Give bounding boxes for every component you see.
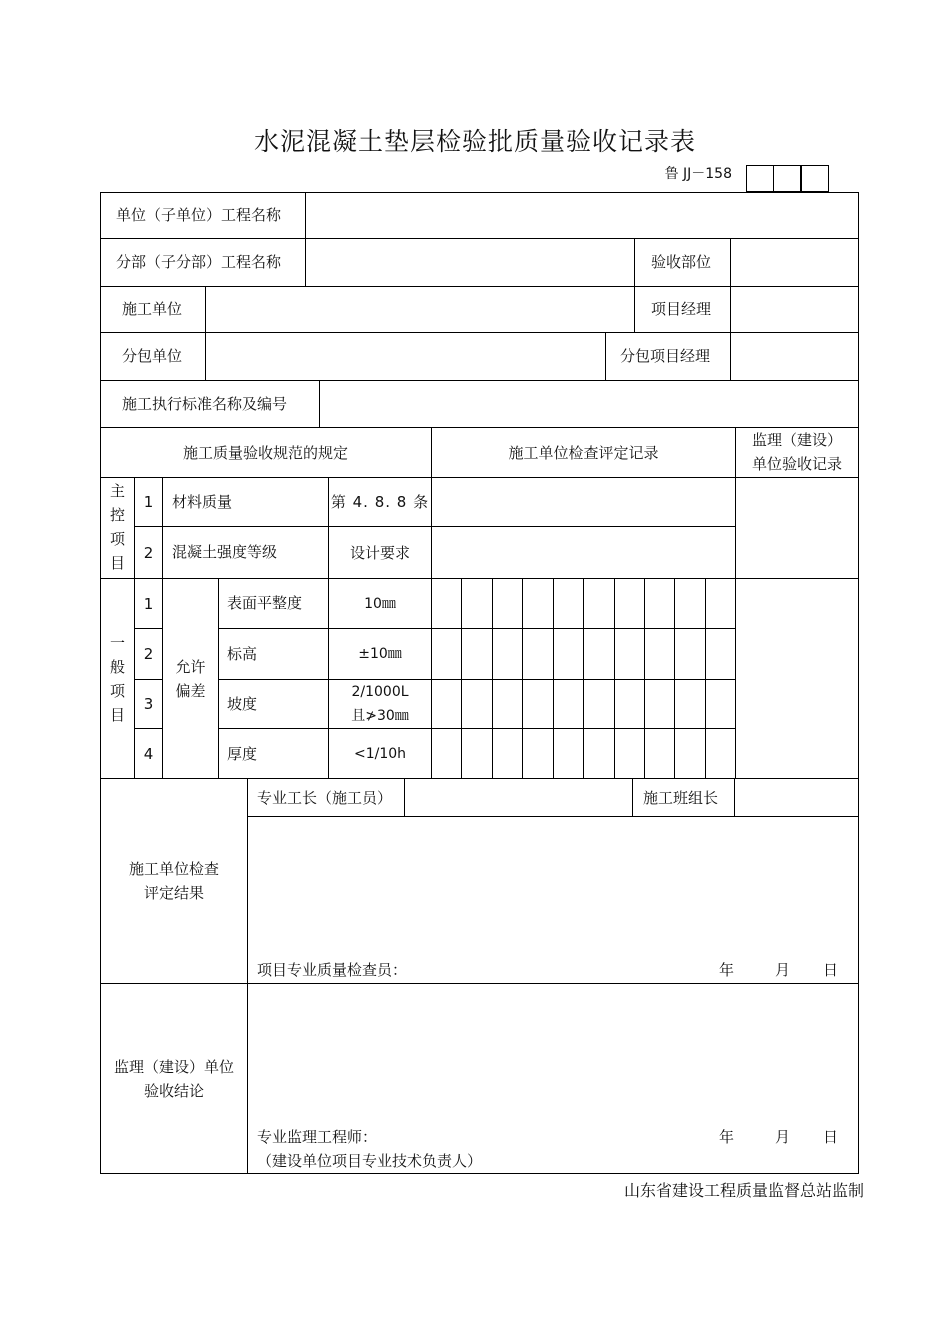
group-char: 目 [109,706,125,724]
table-bottom-border [100,1173,859,1174]
general-item-requirement: ±10㎜ [358,646,402,662]
project-name-label: 单位（子单位）工程名称 [116,206,282,224]
general-item-name: 厚度 [227,745,258,763]
subcontractor-field[interactable] [206,333,605,380]
divider [162,477,163,578]
footer-issuer: 山东省建设工程质量监督总站监制 [623,1181,864,1200]
group-char: 主 [109,482,125,500]
label-line: 评定结果 [143,884,204,902]
table-right-border [858,192,859,1174]
label-line: 施工单位检查 [128,860,219,878]
date-month-label: 月 [775,961,791,979]
general-item-name: 标高 [227,645,258,663]
general-items-group-label [101,631,134,727]
contractor-record-header: 施工单位检查评定记录 [508,443,659,462]
project-manager-label: 项目经理 [651,300,712,318]
tolerance-line: 偏差 [175,682,206,700]
main-items-supervisor-field[interactable] [736,478,858,578]
foreman-field[interactable] [405,779,632,816]
supervisor-result-field[interactable] [248,984,858,1122]
inspector-label: 项目专业质量检查员： [257,961,408,979]
group-char: 项 [109,682,125,700]
label-line: 监理（建设）单位 [113,1058,234,1076]
main-item-requirement: 设计要求 [349,543,410,562]
spec-header: 施工质量验收规范的规定 [182,443,348,462]
main-item-no: 1 [143,493,154,511]
general-item-name: 表面平整度 [227,594,303,612]
acceptance-part-label: 验收部位 [651,253,712,271]
divider [605,332,606,380]
general-item-no: 1 [143,594,154,613]
requirement-line: 2/1000L [351,684,409,700]
team-leader-label: 施工班组长 [643,789,719,807]
subcontractor-label: 分包单位 [122,347,183,365]
group-char: 般 [109,658,125,676]
main-item-no: 2 [143,543,154,562]
engineer-sub-label: （建设单位项目专业技术负责人） [257,1152,483,1170]
label-line: 验收结论 [143,1082,204,1100]
general-item-name: 坡度 [227,695,258,713]
date-year-label: 年 [719,961,735,979]
sub-project-manager-field[interactable] [731,333,858,380]
code-box-2[interactable] [773,165,801,192]
date-year-label: 年 [719,1128,735,1146]
code-box-3[interactable] [801,165,829,192]
group-char: 项 [109,530,125,548]
supervisor-record-header-line1: 监理（建设） [751,431,842,449]
standard-field[interactable] [320,381,858,427]
division-name-field[interactable] [306,239,634,286]
general-item-requirement: 10㎜ [364,595,396,612]
date-day-label: 日 [823,1128,839,1146]
supervisor-record-header-line2: 单位验收记录 [751,455,842,473]
foreman-label: 专业工长（施工员） [257,789,393,807]
project-manager-field[interactable] [731,287,858,332]
contractor-label: 施工单位 [122,300,183,318]
supervisor-record-header [736,428,858,476]
division-name-label: 分部（子分部）工程名称 [116,253,282,271]
main-item-name: 材料质量 [172,493,233,511]
divider [632,778,633,816]
measurement-grid[interactable] [432,579,735,778]
acceptance-part-field[interactable] [731,239,858,286]
main-item-name: 混凝土强度等级 [172,543,278,561]
standard-label: 施工执行标准名称及编号 [122,395,288,413]
contractor-result-field[interactable] [248,817,858,957]
main-items-group-label [101,479,134,575]
general-item-requirement [329,680,431,728]
date-month-label: 月 [775,1128,791,1146]
tolerance-line: 允许 [175,658,206,676]
main-item-record-field[interactable] [432,527,735,578]
project-name-field[interactable] [306,193,858,238]
main-item-record-field[interactable] [432,478,735,526]
divider [634,238,635,332]
date-day-label: 日 [823,961,839,979]
general-item-no: 4 [143,744,154,763]
general-items-supervisor-field[interactable] [736,579,858,778]
engineer-label: 专业监理工程师： [257,1128,378,1146]
divider [218,578,219,778]
tolerance-label [163,655,218,703]
group-char: 一 [109,634,125,652]
page-title: 水泥混凝土垫层检验批质量验收记录表 [253,127,696,156]
general-item-no: 3 [143,695,154,713]
general-item-requirement: <1/10h [353,745,407,762]
group-char: 目 [109,554,125,572]
main-item-requirement: 第 4. 8. 8 条 [330,493,430,511]
form-code: 鲁 JJ－158 [664,166,732,182]
supervisor-result-label [101,1055,247,1103]
requirement-line: 且≯30㎜ [351,708,409,724]
sub-project-manager-label: 分包项目经理 [620,347,711,365]
team-leader-field[interactable] [735,779,858,816]
general-item-no: 2 [143,645,154,663]
group-char: 控 [109,506,125,524]
contractor-field[interactable] [206,287,634,332]
contractor-result-label [101,857,247,905]
code-box-1[interactable] [746,165,774,192]
